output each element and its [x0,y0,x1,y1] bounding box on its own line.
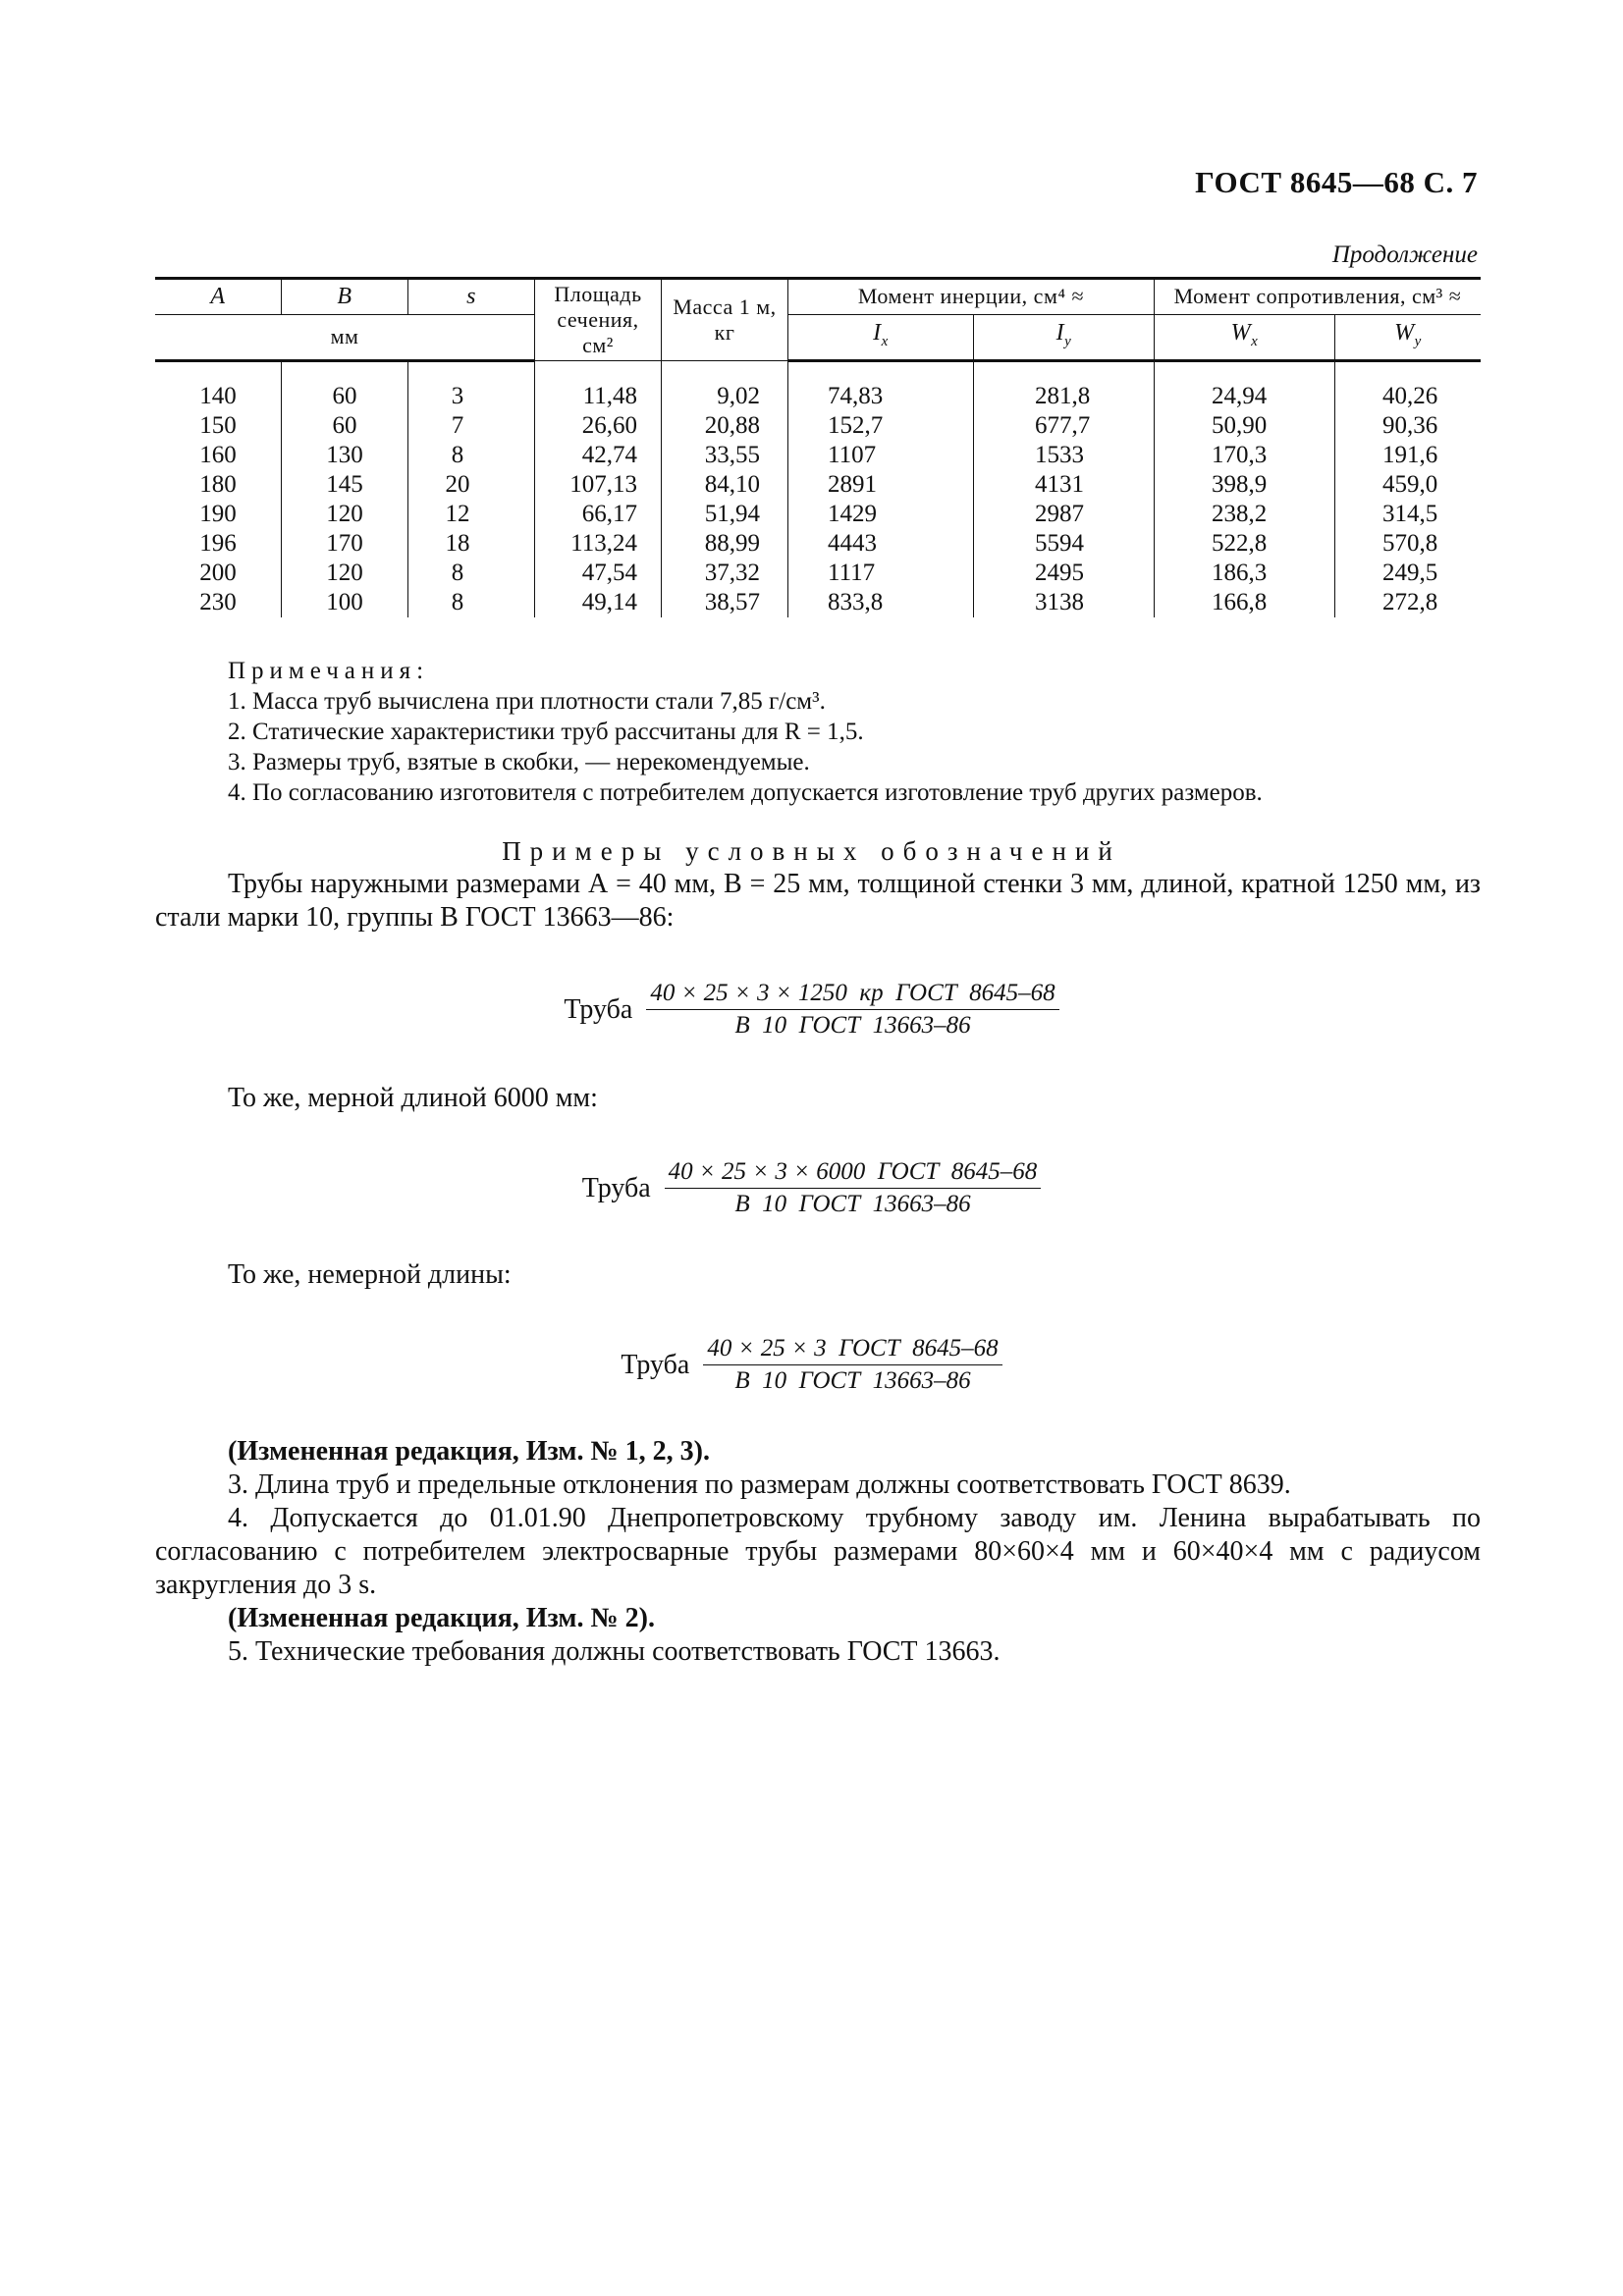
table-row [155,529,1481,559]
cell-mass: 33,55 [662,441,788,470]
cell-iy: 1533 [974,441,1155,470]
edition-note-2: (Измененная редакция, Изм. № 2). [228,1603,655,1633]
cell-s: 12 [408,500,535,529]
cell-ix: 1117 [788,559,974,588]
header-b: B [282,279,408,315]
header-wy: $W_y$ [1335,314,1482,360]
cell-s: 8 [408,588,535,617]
cell-iy: 2987 [974,500,1155,529]
cell-ix: 1107 [788,441,974,470]
cell-iy: 281,8 [974,382,1155,411]
cell-a: 180 [199,471,237,498]
cell-iy: 2495 [974,559,1155,588]
designation-formula-1 [0,980,1623,1040]
cell-iy: 4131 [974,470,1155,500]
cell-a: 140 [199,383,237,409]
formula-fraction [646,980,1058,1040]
cell-wy: 90,36 [1335,411,1482,441]
cell-ix: 74,83 [788,382,974,411]
table-body [155,361,1481,618]
header-resistance: Момент сопротивления, см³ ≈ [1155,279,1482,315]
header-mm: мм [155,314,535,360]
cell-ix: 1429 [788,500,974,529]
note-item: 4. По согласованию изготовителя с потребителем допускается изготовление труб других размеров. [228,779,1263,806]
formula-label: Труба [621,1349,690,1380]
table-row [155,500,1481,529]
cell-iy: 3138 [974,588,1155,617]
cell-b: 60 [282,411,408,441]
header-a: A [155,279,282,315]
formula-numerator: 40 × 25 × 3 × 1250 кр ГОСТ 8645–68 [646,980,1058,1010]
table-row [155,441,1481,470]
formula-label: Труба [581,1172,651,1203]
cell-a: 200 [199,560,237,586]
formula-numerator: 40 × 25 × 3 ГОСТ 8645–68 [703,1335,1001,1365]
header-ix: $I_x$ [788,314,974,360]
cell-b: 100 [282,588,408,617]
cell-b: 120 [282,500,408,529]
cell-wy: 40,26 [1335,382,1482,411]
clause-5: 5. Технические требования должны соответствовать ГОСТ 13663. [228,1636,1001,1667]
notes-block [228,656,1263,808]
cell-a: 190 [199,501,237,527]
table-row [155,588,1481,617]
designation-formula-3 [0,1335,1623,1395]
cell-wx: 50,90 [1155,411,1335,441]
cell-wy: 272,8 [1335,588,1482,617]
cell-s: 20 [408,470,535,500]
cell-s: 8 [408,559,535,588]
cell-ix: 4443 [788,529,974,559]
clause-4: 4. Допускается до 01.01.90 Днепропетровскому трубному заводу им. Ленина вырабатывать по согласованию с потребителем электросварные трубы размерами 80×60×4 мм и 60×40×4 мм с радиусом закругления до 3 s. [155,1503,1481,1600]
cell-area: 49,14 [535,588,662,617]
page-title: ГОСТ 8645—68 С. 7 [1195,165,1478,199]
cell-mass: 37,32 [662,559,788,588]
header-iy: $I_y$ [974,314,1155,360]
cell-wx: 166,8 [1155,588,1335,617]
examples-intro: Трубы наружными размерами А = 40 мм, В = 25 мм, толщиной стенки 3 мм, длиной, кратной 1250 мм, из стали марки 10, группы В ГОСТ 13663—86: [155,869,1481,933]
table-row [155,470,1481,500]
notes-title: Примечания: [228,658,430,684]
clause-3: 3. Длина труб и предельные отклонения по размерам должны соответствовать ГОСТ 8639. [228,1469,1291,1500]
cell-wy: 191,6 [1335,441,1482,470]
cell-area: 113,24 [535,529,662,559]
header-area: Площадь сечения, см² [535,279,662,361]
pipe-properties-table [155,277,1481,617]
formula-fraction [703,1335,1001,1395]
cell-area: 107,13 [535,470,662,500]
cell-mass: 88,99 [662,529,788,559]
cell-ix: 152,7 [788,411,974,441]
cell-b: 120 [282,559,408,588]
cell-b: 145 [282,470,408,500]
cell-mass: 51,94 [662,500,788,529]
note-item: 2. Статические характеристики труб рассчитаны для R = 1,5. [228,719,864,745]
cell-a: 196 [199,530,237,557]
examples-title: Примеры условных обозначений [502,836,1121,866]
formula-fraction [665,1158,1042,1218]
edition-note-1: (Измененная редакция, Изм. № 1, 2, 3). [228,1436,710,1467]
table-row [155,411,1481,441]
cell-s: 8 [408,441,535,470]
cell-b: 170 [282,529,408,559]
cell-area: 26,60 [535,411,662,441]
cell-wx: 522,8 [1155,529,1335,559]
note-item: 3. Размеры труб, взятые в скобки, — нерекомендуемые. [228,749,810,775]
formula-denominator: В 10 ГОСТ 13663–86 [734,1191,971,1217]
header-inertia: Момент инерции, см⁴ ≈ [788,279,1155,315]
cell-wx: 238,2 [1155,500,1335,529]
header-wx: $W_x$ [1155,314,1335,360]
cell-mass: 38,57 [662,588,788,617]
formula-label: Труба [564,993,633,1025]
clauses-block [155,1435,1481,1669]
cell-a: 160 [199,442,237,468]
cell-wy: 459,0 [1335,470,1482,500]
same-unmeasured-text: То же, немерной длины: [228,1259,512,1290]
formula-denominator: В 10 ГОСТ 13663–86 [734,1367,971,1394]
cell-area: 66,17 [535,500,662,529]
designation-formula-2 [0,1158,1623,1218]
cell-wx: 24,94 [1155,382,1335,411]
cell-wx: 398,9 [1155,470,1335,500]
header-mass: Масса 1 м, кг [662,279,788,361]
cell-wx: 186,3 [1155,559,1335,588]
cell-area: 42,74 [535,441,662,470]
cell-s: 7 [408,411,535,441]
note-item: 1. Масса труб вычислена при плотности стали 7,85 г/см³. [228,688,826,715]
cell-s: 18 [408,529,535,559]
cell-area: 47,54 [535,559,662,588]
cell-wy: 570,8 [1335,529,1482,559]
header-s: s [408,279,535,315]
cell-ix: 833,8 [788,588,974,617]
cell-a: 230 [199,589,237,615]
cell-b: 130 [282,441,408,470]
cell-area: 11,48 [535,382,662,411]
cell-wy: 249,5 [1335,559,1482,588]
cell-wy: 314,5 [1335,500,1482,529]
cell-a: 150 [199,412,237,439]
cell-mass: 20,88 [662,411,788,441]
table-row [155,382,1481,411]
formula-denominator: В 10 ГОСТ 13663–86 [734,1012,971,1039]
cell-wx: 170,3 [1155,441,1335,470]
cell-ix: 2891 [788,470,974,500]
formula-numerator: 40 × 25 × 3 × 6000 ГОСТ 8645–68 [665,1158,1042,1189]
cell-s: 3 [408,382,535,411]
cell-b: 60 [282,382,408,411]
cell-iy: 677,7 [974,411,1155,441]
cell-mass: 84,10 [662,470,788,500]
continuation-label: Продолжение [1331,241,1478,268]
cell-iy: 5594 [974,529,1155,559]
cell-mass: 9,02 [662,382,788,411]
same-measured-text: То же, мерной длиной 6000 мм: [228,1083,598,1113]
table-row [155,559,1481,588]
